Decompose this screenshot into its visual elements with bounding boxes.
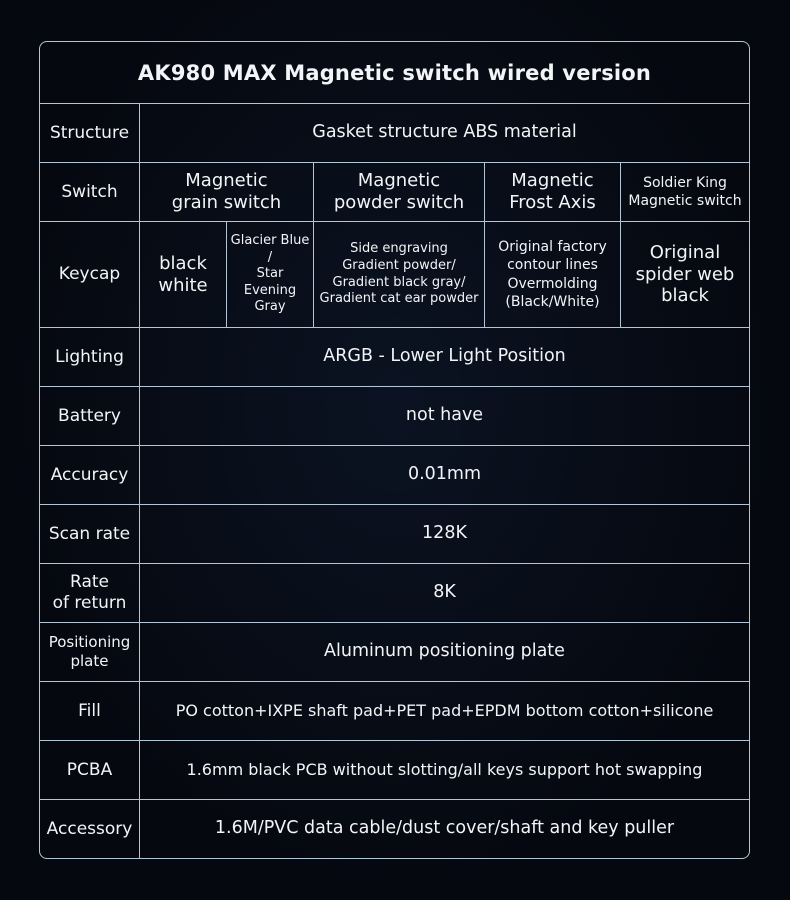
switch-option-grain: Magnetic grain switch [140,163,314,222]
spec-table [39,41,750,859]
row-label-lighting: Lighting [40,328,140,387]
row-label-switch: Switch [40,163,140,222]
row-label-structure: Structure [40,104,140,163]
keycap-option-overmolding: Original factory contour lines Overmolding (Black/White) [485,222,621,328]
scan-rate-value: 128K [140,505,749,564]
pcba-value: 1.6mm black PCB without slotting/all keys support hot swapping [140,741,749,800]
keycap-option-glacier-blue: Glacier Blue / Star Evening Gray [227,222,314,328]
row-label-battery: Battery [40,387,140,446]
lighting-value: ARGB - Lower Light Position [140,328,749,387]
keycap-option-spider-web: Original spider web black [621,222,749,328]
switch-option-powder: Magnetic powder switch [314,163,485,222]
row-label-rate-of-return: Rate of return [40,564,140,623]
row-label-positioning-plate: Positioning plate [40,623,140,682]
positioning-plate-value: Aluminum positioning plate [140,623,749,682]
row-label-pcba: PCBA [40,741,140,800]
keycap-option-side-engraving: Side engraving Gradient powder/ Gradient black gray/ Gradient cat ear powder [314,222,485,328]
row-label-accessory: Accessory [40,800,140,858]
switch-option-soldier-king: Soldier King Magnetic switch [621,163,749,222]
row-label-keycap: Keycap [40,222,140,328]
keycap-option-black-white: black white [140,222,227,328]
table-title: AK980 MAX Magnetic switch wired version [40,42,749,104]
switch-option-frost: Magnetic Frost Axis [485,163,621,222]
accuracy-value: 0.01mm [140,446,749,505]
rate-of-return-value: 8K [140,564,749,623]
battery-value: not have [140,387,749,446]
row-label-accuracy: Accuracy [40,446,140,505]
fill-value: PO cotton+IXPE shaft pad+PET pad+EPDM bottom cotton+silicone [140,682,749,741]
structure-value: Gasket structure ABS material [140,104,749,163]
accessory-value: 1.6M/PVC data cable/dust cover/shaft and key puller [214,818,675,839]
row-label-fill: Fill [40,682,140,741]
row-label-scan-rate: Scan rate [40,505,140,564]
